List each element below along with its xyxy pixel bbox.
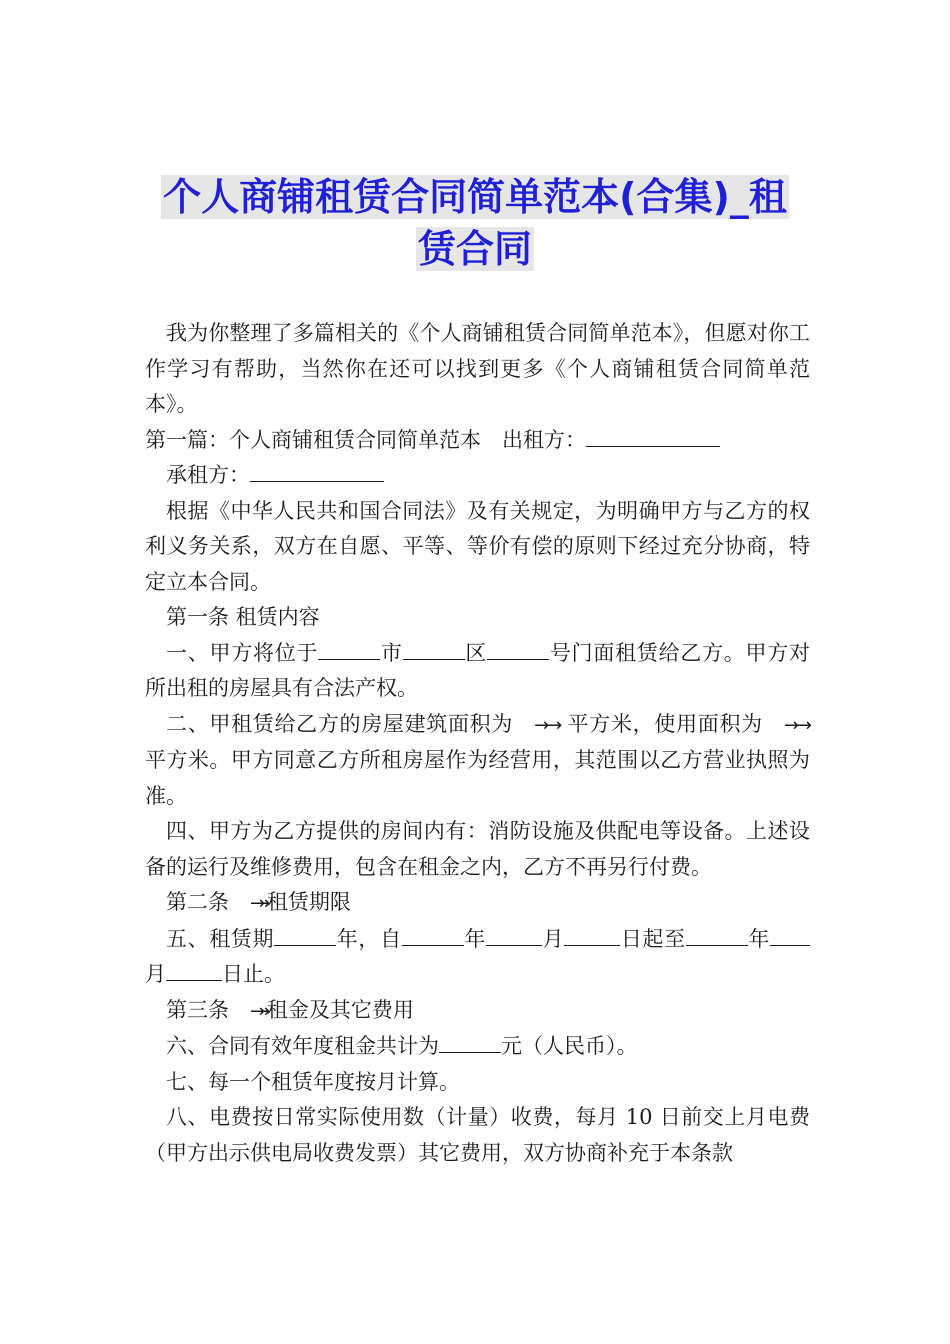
clause1-text-a: 一、甲方将位于: [166, 640, 319, 665]
article3-title-a: 第三条: [166, 997, 229, 1022]
city-blank: [318, 639, 380, 660]
clause5-text-c: 年: [463, 926, 486, 951]
arrow-icon: →→: [250, 1000, 261, 1022]
lessee-blank: [250, 461, 384, 482]
clause-6: [145, 1029, 810, 1065]
district-blank: [403, 639, 465, 660]
clause1-text-c: 区: [464, 640, 488, 665]
document-body: [145, 316, 810, 1171]
article2-title-b: 租赁期限: [266, 890, 351, 914]
article2-title: [145, 885, 810, 922]
end-day-blank: [166, 960, 222, 981]
clause5-text-d: 月: [541, 926, 565, 951]
intro-paragraph: 我为你整理了多篇相关的《个人商铺租赁合同简单范本》，但愿对你工作学习有帮助，当然你在还可以找到更多《个人商铺租赁合同简单范本》。: [145, 321, 810, 416]
clause2-text-c: 平方米。甲方同意乙方所租房屋作为经营用，其范围以乙方营业执照为准。: [145, 748, 810, 808]
clause1-text-d: 号门面租赁给乙方。甲方对所出租的房屋具有合法产权。: [145, 640, 811, 700]
lessor-blank: [586, 426, 720, 447]
clause-2: [145, 707, 810, 815]
article3-title-b: 租金及其它费用: [266, 997, 414, 1022]
start-day-blank: [564, 925, 620, 946]
arrow-icon: →→: [783, 714, 811, 736]
part1-heading-text: 第一篇：个人商铺租赁合同简单范本 出租方：: [145, 427, 586, 452]
clause5-text-f: 年: [747, 926, 771, 951]
title-line-1: [0, 172, 950, 222]
clause6-text-b: 元（人民币）。: [501, 1034, 638, 1058]
lessee-label: 承租方：: [166, 463, 250, 487]
document-title: [0, 172, 950, 274]
rent-blank: [439, 1032, 501, 1053]
clause5-text-g: 月: [145, 962, 166, 986]
clause-8: 八、电费按日常实际使用数（计量）收费，每月 10 日前交上月电费（甲方出示供电局收费发票）其它费用，双方协商补充于本条款: [145, 1105, 810, 1165]
arrow-icon: →→: [534, 714, 561, 736]
start-year-blank: [402, 925, 464, 946]
part1-heading: [145, 423, 810, 459]
end-year-blank: [686, 925, 748, 946]
number-blank: [487, 639, 549, 660]
clause-7: 七、每一个租赁年度按月计算。: [166, 1069, 460, 1094]
clause5-text-a: 五、租赁期: [166, 926, 275, 951]
clause-1: [145, 636, 810, 707]
clause-5: [145, 922, 810, 993]
title-text-1: 个人商铺租赁合同简单范本(合集)_租: [163, 175, 787, 219]
clause6-text-a: 六、合同有效年度租金共计为: [166, 1034, 439, 1058]
end-month-blank: [770, 925, 810, 946]
clause5-text-e: 日起至: [620, 926, 686, 951]
clause2-text-a: 二、甲租赁给乙方的房屋建筑面积为: [166, 711, 514, 736]
start-month-blank: [486, 925, 542, 946]
article2-title-a: 第二条: [166, 890, 229, 914]
title-line-2: [0, 224, 950, 274]
article3-title: [145, 993, 810, 1030]
title-text-2: 赁合同: [417, 227, 532, 271]
arrow-icon: →→: [250, 893, 261, 914]
clause5-text-b: 年，自: [336, 926, 402, 951]
article1-title: 第一条 租赁内容: [166, 605, 320, 629]
clause5-text-h: 日止。: [222, 962, 285, 986]
clause-4: 四、甲方为乙方提供的房间内有：消防设施及供配电等设备。上述设备的运行及维修费用，包含在租金之内，乙方不再另行付费。: [145, 819, 810, 879]
clause1-text-b: 市: [380, 640, 403, 665]
preamble-paragraph: 根据《中华人民共和国合同法》及有关规定，为明确甲方与乙方的权利义务关系，双方在自愿、平等、等价有偿的原则下经过充分协商，特定立本合同。: [145, 498, 810, 594]
years-blank: [274, 925, 336, 946]
clause2-text-b: 平方米，使用面积为: [567, 711, 763, 736]
lessee-line: [145, 458, 810, 494]
